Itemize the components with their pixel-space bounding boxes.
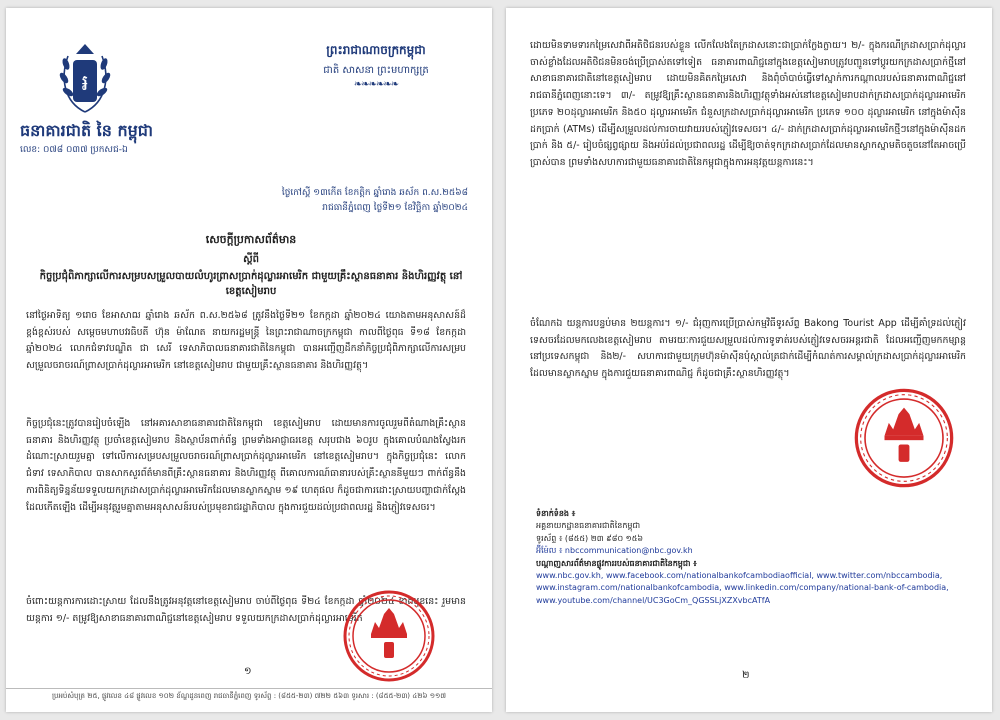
lunar-date: ថ្ងៃកៅស្គី ១៣កើត ខែកត្តិក ឆ្នាំរោង ឆស័ក ព.ស.២៥៦៨	[281, 188, 468, 198]
page-one	[6, 8, 492, 712]
paragraph-2: កិច្ចប្រជុំនេះត្រូវបានរៀបចំឡើង នៅអគារសាខាធនាគារជាតិនៃកម្ពុជា ខេត្តសៀមរាប ដោយមានការចូលរួមពីតំណាងគ្រឹះស្ថានធនាគារ និងហិរញ្ញវត្ថុ ប្រចាំខេត្តសៀមរាប និងស្ថាប័នពាក់ព័ន្ធ ព្រមទាំងអាជ្ញាធរខេត្ត សរុបជាង ៦០រូប ក្នុងគោលបំណងស្វែងរកដំណោះស្រាយរួមគ្នា ទៅលើការសម្របសម្រួលចរាចរណ៍ព្រាសប្រាក់ដុល្លារអាមេរិក នៅខេត្តសៀមរាប។ ក្នុងកិច្ចប្រជុំនេះ លោកជំទាវ ទេសាភិបាល បានសាកសួរព័ត៌មានពីគ្រឹះស្ថានធនាគារ និងហិរញ្ញវត្ថុ ពីគោលការណ៍ធានារបស់គ្រឹះស្ថាននីមួយៗ ពាក់ព័ន្ធនឹងការពិនិត្យទិន្នន័យទទួលយកក្រដាសប្រាក់ដុល្លារអាមេរិកដែលមានស្លាកស្នាម ១៩ ហេតុផល ក៏ដូចជាការដោះស្រាយបញ្ហាជាក់ស្តែងដែលកើតឡើង ដើម្បីអនុវត្តរួមគ្នាតាមអនុសាសន៍របស់ប្រមុខរាជរដ្ឋាភិបាល ក្នុងការជួយដល់ប្រជាពលរដ្ឋ និងភ្ញៀវទេសចរ។	[26, 418, 466, 513]
contact-department: អគ្គនាយកដ្ឋានធនាគារជាតិនៃកម្ពុជា	[536, 521, 641, 531]
page-number: ២	[742, 670, 750, 681]
reference-number: លេខ: ០៧៨ ០៣៧ ប្រកសជ-ឯ	[20, 145, 128, 155]
solar-date: រាជធានីភ្នំពេញ ថ្ងៃទី២១ ខែវិច្ឆិកា ឆ្នាំ២០២៤	[322, 203, 468, 214]
page-two	[506, 8, 992, 712]
social-links-1[interactable]: www.nbc.gov.kh, www.facebook.com/nationalbankofcambodiaofficial, www.twitter.com/nbccambodia,	[536, 570, 943, 580]
social-links-2[interactable]: www.instagram.com/nationalbankofcambodia, www.linkedin.com/company/national-bank-of-cambodia,	[536, 583, 949, 593]
contact-email-link[interactable]: អ៊ីម៉ែល ៖ nbccommunication@nbc.gov.kh	[536, 546, 693, 556]
national-motto: ជាតិ សាសនា ព្រះមហាក្សត្រ	[323, 65, 429, 76]
paragraph-5: ចំណែកឯ យន្តការបន្ទប់មាន ២យន្តការ។ ១/- ជំរុញការប្រើប្រាស់កម្មវិធីទូរស័ព្ទ Bakong Tourist App ដើម្បីគាំទ្រដល់ភ្ញៀវទេសចរដែលមកលេងខេត្តសៀមរាប តាមរយៈការជួយសម្រួលដល់ការទូទាត់របស់ភ្ញៀវទេសចរអន្តរជាតិ ដែលអញ្ជើញមកកម្សាន្តនៅប្រទេសកម្ពុជា និង២/- សហការជាមួយក្រុមហ៊ុនម៉ាស៊ីនប៉ុស្តាល់ត្រជាក់ដើម្បីកំណត់ការសម្គាល់ក្រដាសប្រាក់ដុល្លារអាមេរិក ដែលមានស្លាកស្នាម ក្នុងការជួយធនាគារពាណិជ្ជ ក៏ដូចជាគ្រឹះស្ថានហិរញ្ញវត្ថុ។	[530, 318, 966, 380]
date-block	[282, 186, 468, 217]
address-footer: ប្រអប់សំបុត្រ ២៥, ផ្លូវលេខ ៤៨ ផ្លូវលេខ ១០២ ខ័ណ្ឌដូនពេញ រាជធានីភ្នំពេញ ទូរស័ព្ទ : (៨៥៥-២៣) ៧២២ ៥៦៣ ទូរសារ : (៨៥៥-២៣) ៤២៦ ១១៧	[6, 688, 492, 702]
paragraph-1: នៅថ្ងៃអាទិត្យ ១រោច ខែអាសាឍ ឆ្នាំរោង ឆស័ក ព.ស.២៥៦៨ ត្រូវនឹងថ្ងៃទី២១ ខែកក្កដា ឆ្នាំ២០២៤ យោងតាមអនុសាសន៍ដ៏ខ្ពង់ខ្ពស់របស់ សម្តេចមហាបវរធិបតី ហ៊ុន ម៉ាណែត នាយករដ្ឋមន្ត្រី នៃព្រះរាជាណាចក្រកម្ពុជា កាលពីថ្ងៃពុធ ទី១៨ ខែកក្កដា ឆ្នាំ២០២៤ លោកជំទាវបណ្ឌិត ជា សេរី ទេសាភិបាលធនាគារជាតិនៃកម្ពុជា បានអញ្ជើញដឹកនាំកិច្ចប្រជុំពិភាក្សាលើការសម្របសម្រួលចរាចរណ៍ព្រាសប្រាក់ដុល្លារអាមេរិក នៅខេត្តសៀមរាប ជាមួយគ្រឹះស្ថានធនាគារ និងហិរញ្ញវត្ថុ។	[26, 310, 466, 372]
contact-phone: ទូរស័ព្ទ ៖ (៨៥៥) ២៣ ៩៨០ ១៥៦	[536, 533, 644, 543]
title-subject: កិច្ចប្រជុំពិភាក្សាលើការសម្របសម្រួលបាយលំហូរព្រាសប្រាក់ដុល្លារអាមេរិក ជាមួយគ្រឹះស្ថានធនាគារ និងហិរញ្ញវត្ថុ នៅខេត្តសៀមរាប	[39, 271, 463, 297]
svg-text:៛: ៛	[81, 71, 89, 96]
title-about: ស្តីពី	[243, 254, 259, 265]
kingdom-header	[286, 42, 466, 90]
bank-name: ធនាគារជាតិ នៃ កម្ពុជា	[20, 121, 154, 140]
kingdom-name: ព្រះរាជាណាចក្រកម្ពុជា	[326, 43, 426, 57]
contact-title: ទំនាក់ទំនង ៖	[536, 509, 576, 518]
official-seal-icon	[852, 386, 956, 490]
bank-logo-icon	[54, 42, 116, 118]
official-seal-icon	[341, 588, 437, 684]
social-links-3[interactable]: www.youtube.com/channel/UC3GoCm_QGSSLjXZXvbcATfA	[536, 595, 771, 605]
ornament-divider: ❧❧❧❧❧❧	[353, 79, 399, 90]
social-title: បណ្តាញសារព័ត៌មានផ្លូវការរបស់ធនាគារជាតិនៃកម្ពុជា ៖	[536, 558, 697, 568]
title-main: សេចក្តីប្រកាសព័ត៌មាន	[205, 233, 297, 246]
paragraph-3: ចំពោះយន្តការការដោះស្រាយ ដែលនឹងត្រូវអនុវត្តនៅខេត្តសៀមរាប ចាប់ពីថ្ងៃពុធ ទី២៤ ខែកក្កដា ឆ្នាំ២០២៤ ខាងមុខនេះ រួមមាន យន្តការ ១/- តម្រូវឱ្យសាខាធនាគារពាណិជ្ជនៅខេត្តសៀមរាប ទទួលយកក្រដាសប្រាក់ដុល្លារអាមេរិក	[26, 596, 466, 624]
paragraph-4: ដោយមិនទាមទារកម្រៃសេវាពីអតិថិជនរបស់ខ្លួន លើកលែងតែក្រដាសនោះជាប្រាក់ក្លែងក្លាយ។ ២/- ក្នុងករណីក្រដាសប្រាក់ដុល្លារចាស់ខ្លាំងដែលអតិថិជនមិនចង់ប្រើប្រាស់តទៅទៀត ធនាគារពាណិជ្ជនៅក្នុងខេត្តសៀមរាបត្រូវបញ្ជូនទៅប្តូរយកក្រដាសប្រាក់ថ្មីនៅសាខាធនាគារជាតិនៅខេត្តសៀមរាប ដោយមិនគិតកម្រៃសេវា និងពុំចាំបាច់ធ្វើទៅស្នាក់ការកណ្តាលរបស់ធនាគារពាណិជ្ជនៅរាជធានីភ្នំពេញនោះទេ។ ៣/- តម្រូវឱ្យគ្រឹះស្ថានធនាគារនិងហិរញ្ញវត្ថុទាំងអស់នៅខេត្តសៀមរាបដាក់ក្រដាសប្រាក់ដុល្លារអាមេរិកប្រភេទ ២០ដុល្លារអាមេរិក និង៥០ ដុល្លារអាមេរិក ជំនួសក្រដាសប្រាក់ដុល្លារអាមេរិក ប្រភេទ ១០០ ដុល្លារអាមេរិក នៅក្នុងម៉ាស៊ីនដកប្រាក់ (ATMs) ដើម្បីសម្រួលដល់ការចាយវាយរបស់ភ្ញៀវទេសចរ។ ៤/- ដាក់ក្រដាសប្រាក់ដុល្លារអាមេរិកថ្មីៗនៅក្នុងម៉ាស៊ីនដកប្រាក់ និង ៥/- រៀបចំផ្សព្វផ្សាយ និងអប់រំដល់ប្រជាពលរដ្ឋ ដើម្បីឱ្យចាត់ទុកក្រដាសប្រាក់ដែលមានស្លាកស្នាមតិចតួចនៅតែអាចប្រើប្រាស់បាន ព្រមទាំងសហការជាមួយធនាគារជាតិនៃកម្ពុជាក្នុងការអនុវត្តយន្តការនេះ។	[530, 40, 966, 169]
press-release-title	[36, 233, 466, 299]
contact-block	[536, 508, 966, 607]
page-number: ១	[244, 666, 252, 677]
